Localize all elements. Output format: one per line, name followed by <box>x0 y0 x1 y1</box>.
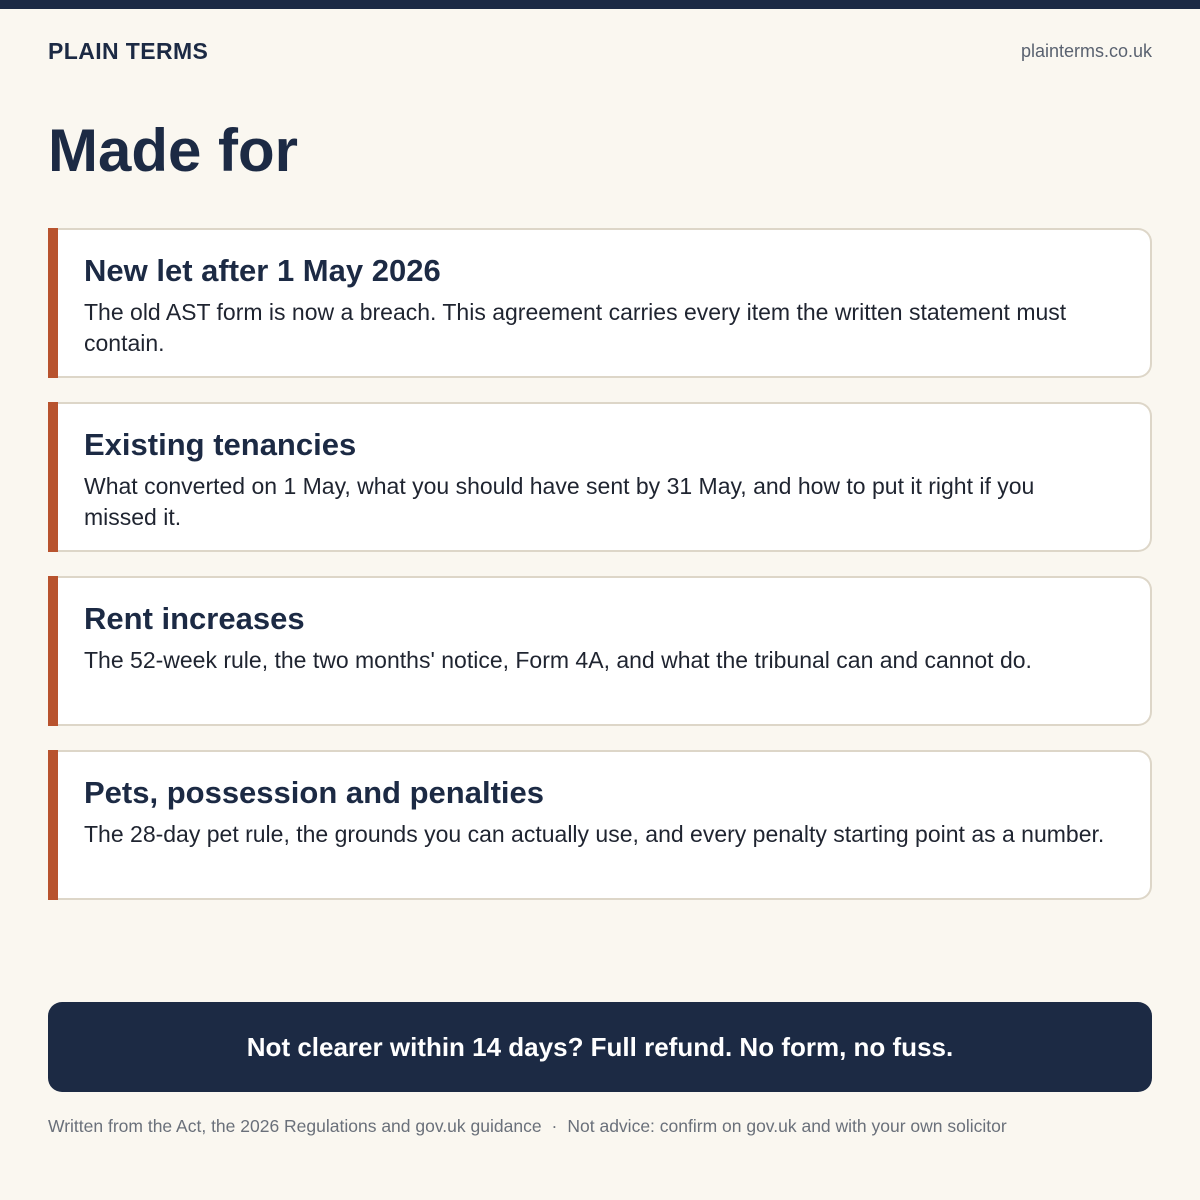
site-url: plainterms.co.uk <box>1020 40 1152 61</box>
card-title: Existing tenancies <box>84 427 357 462</box>
page-title: Made for <box>48 117 299 184</box>
card-pets-possession-penalties <box>48 750 1152 900</box>
top-accent-bar <box>0 0 1200 9</box>
card-title: New let after 1 May 2026 <box>84 253 441 288</box>
card-rent-increases <box>48 576 1152 726</box>
card-accent-bar <box>48 402 58 552</box>
card-description: The old AST form is now a breach. This agreement carries every item the written statement must contain. <box>84 299 1067 357</box>
card-existing-tenancies <box>48 402 1152 552</box>
card-title: Pets, possession and penalties <box>84 775 544 810</box>
card-new-let <box>48 228 1152 378</box>
card-accent-bar <box>48 228 58 378</box>
card-accent-bar <box>48 750 58 900</box>
footer-separator: · <box>551 1116 558 1136</box>
refund-guarantee-banner <box>48 1002 1152 1092</box>
card-accent-bar <box>48 576 58 726</box>
audience-card-list <box>48 228 1152 924</box>
refund-guarantee-text: Not clearer within 14 days? Full refund. No form, no fuss. <box>246 1031 954 1062</box>
card-title: Rent increases <box>84 601 305 636</box>
page-header <box>48 38 1152 64</box>
brand-logo-text: PLAIN TERMS <box>48 37 209 64</box>
footer-note <box>48 1116 1152 1137</box>
card-description: What converted on 1 May, what you should have sent by 31 May, and how to put it right if you missed it. <box>84 473 1035 531</box>
card-description: The 52-week rule, the two months' notice, Form 4A, and what the tribunal can and cannot do. <box>84 647 1032 674</box>
footer-sources-text: Written from the Act, the 2026 Regulations and gov.uk guidance <box>48 1116 542 1136</box>
card-description: The 28-day pet rule, the grounds you can actually use, and every penalty starting point as a number. <box>84 821 1105 848</box>
footer-disclaimer-text: Not advice: confirm on gov.uk and with your own solicitor <box>567 1116 1007 1136</box>
